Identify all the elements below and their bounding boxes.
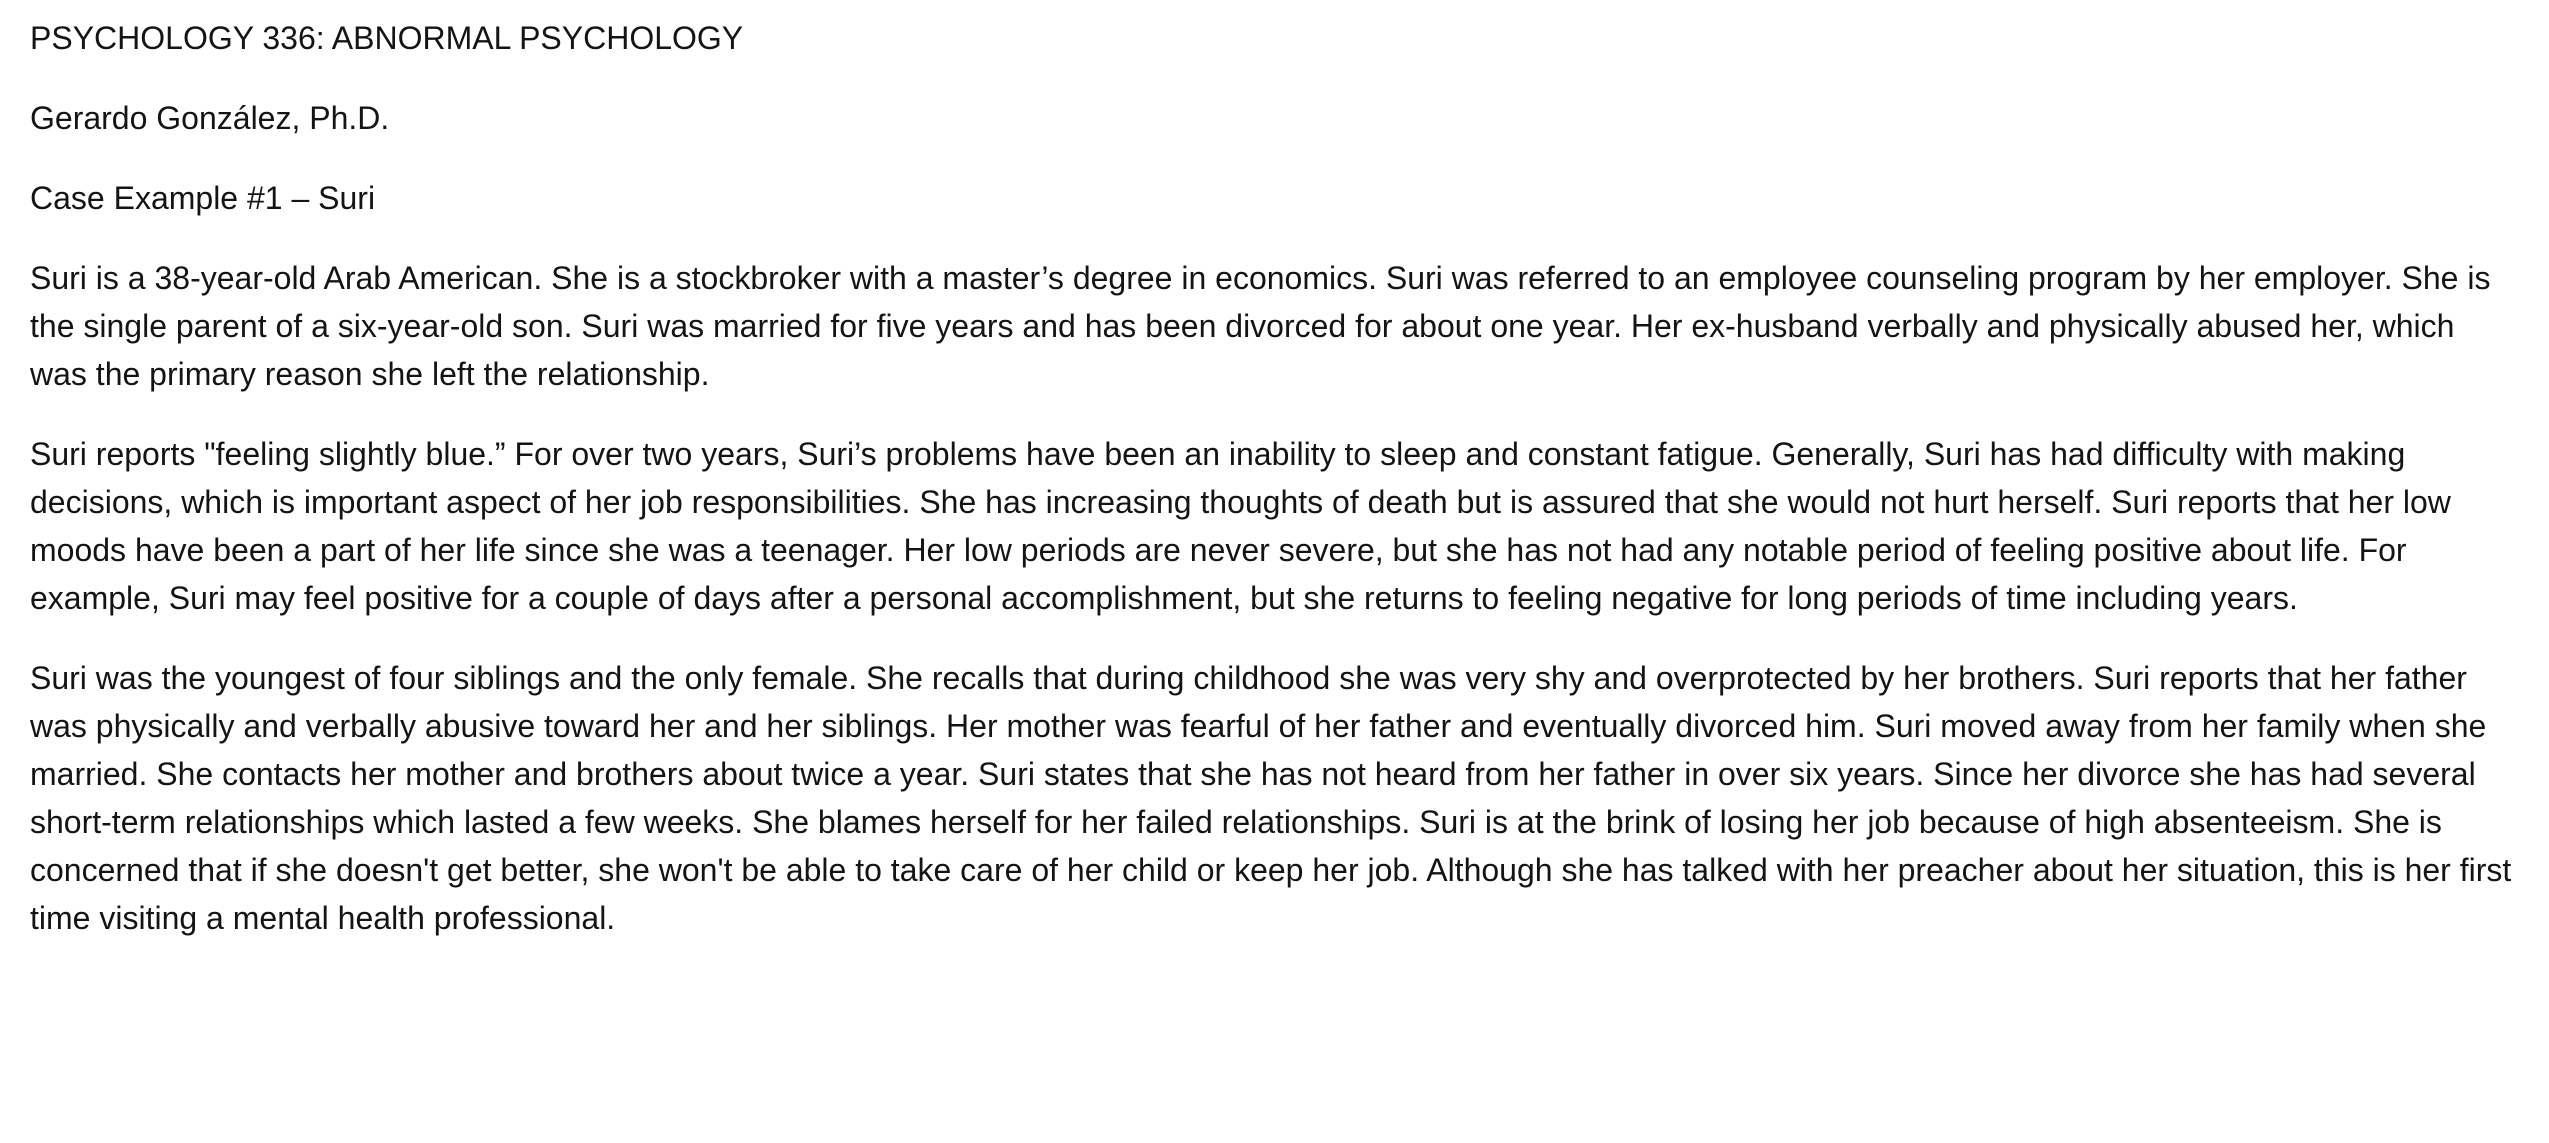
case-paragraph: Suri was the youngest of four siblings and the only female. She recalls that during childhood she was very shy and overprotected by her brothers. Suri reports that her father was physically and verbally abusive toward her and her siblings. Her mother was fearful of her father and eventually divorced him. Suri moved away from her family when she married. She contacts her mother and brothers about twice a year. Suri states that she has not heard from her father in over six years. Since her divorce she has had several short-term relationships which lasted a few weeks. She blames herself for her failed relationships. Suri is at the brink of losing her job because of high absenteeism. She is concerned that if she doesn't get better, she won't be able to take care of her child or keep her job. Although she has talked with her preacher about her situation, this is her first time visiting a mental health professional. <box>30 660 2512 936</box>
case-paragraph: Suri reports "feeling slightly blue.” For over two years, Suri’s problems have been an inability to sleep and constant fatigue. Generally, Suri has had difficulty with making decisions, which is important aspect of her job responsibilities. She has increasing thoughts of death but is assured that she would not hurt herself. Suri reports that her low moods have been a part of her life since she was a teenager. Her low periods are never severe, but she has not had any notable period of feeling positive about life. For example, Suri may feel positive for a couple of days after a personal accomplishment, but she returns to feeling negative for long periods of time including years. <box>30 436 2451 616</box>
case-paragraph: Suri is a 38-year-old Arab American. She is a stockbroker with a master’s degree in economics. Suri was referred to an employee counseling program by her employer. She is the single parent of a six-year-old son. Suri was married for five years and has been divorced for about one year. Her ex-husband verbally and physically abused her, which was the primary reason she left the relationship. <box>30 260 2491 392</box>
course-title: PSYCHOLOGY 336: ABNORMAL PSYCHOLOGY <box>30 20 744 56</box>
case-heading: Case Example #1 – Suri <box>30 180 376 216</box>
author-line: Gerardo González, Ph.D. <box>30 100 390 136</box>
